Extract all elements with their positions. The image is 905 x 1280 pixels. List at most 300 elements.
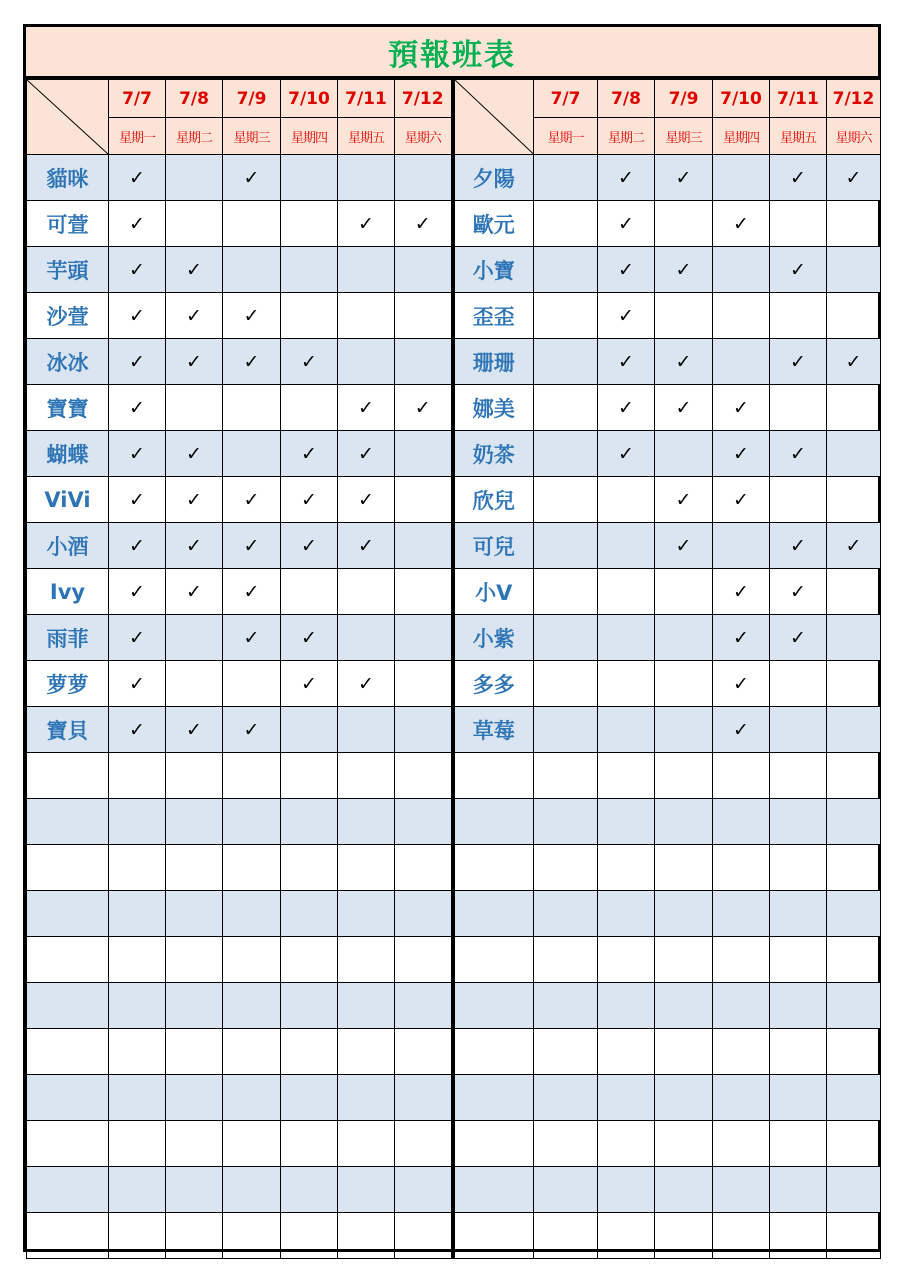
right-check-cell (655, 661, 713, 707)
right-name-cell: 草莓 (453, 707, 534, 753)
right-name-cell (453, 983, 534, 1029)
check-icon: ✓ (733, 580, 749, 603)
right-check-cell (770, 293, 827, 339)
right-check-cell (598, 431, 655, 477)
right-check-cell (770, 845, 827, 891)
check-icon: ✓ (618, 350, 634, 373)
left-check-cell (395, 615, 453, 661)
left-check-cell (109, 201, 166, 247)
right-check-cell (655, 937, 713, 983)
right-name-cell (453, 891, 534, 937)
left-check-cell (281, 247, 338, 293)
left-check-cell (166, 385, 223, 431)
check-icon: ✓ (733, 718, 749, 741)
left-name-cell (27, 1029, 109, 1075)
left-name-cell: 萝萝 (27, 661, 109, 707)
schedule-sheet (23, 24, 881, 1252)
right-check-cell (598, 1121, 655, 1167)
left-check-cell (166, 1167, 223, 1213)
left-corner-cell (27, 80, 109, 155)
left-name-cell (27, 845, 109, 891)
right-weekday-cell: 星期一 (534, 118, 598, 155)
left-check-cell (281, 569, 338, 615)
check-icon: ✓ (243, 718, 260, 741)
left-check-cell (223, 523, 281, 569)
check-icon: ✓ (733, 396, 749, 419)
table-row (27, 431, 881, 477)
right-check-cell (827, 845, 881, 891)
left-check-cell (109, 707, 166, 753)
right-check-cell (770, 937, 827, 983)
right-name-cell: 夕陽 (453, 155, 534, 201)
left-check-cell (223, 247, 281, 293)
left-weekday-cell: 星期三 (223, 118, 281, 155)
left-check-cell (166, 1213, 223, 1259)
left-check-cell (338, 385, 395, 431)
right-check-cell (770, 201, 827, 247)
right-check-cell (713, 201, 770, 247)
left-check-cell (395, 293, 453, 339)
left-check-cell (338, 247, 395, 293)
left-check-cell (281, 661, 338, 707)
right-check-cell (770, 155, 827, 201)
table-row (27, 1121, 881, 1167)
right-name-cell (453, 1213, 534, 1259)
check-icon: ✓ (129, 442, 145, 465)
left-check-cell (281, 339, 338, 385)
left-check-cell (338, 1121, 395, 1167)
table-row (27, 339, 881, 385)
left-check-cell (223, 937, 281, 983)
table-row (27, 569, 881, 615)
left-name-cell: 小酒 (27, 523, 109, 569)
right-check-cell (534, 845, 598, 891)
check-icon: ✓ (618, 396, 634, 419)
left-check-cell (281, 845, 338, 891)
left-check-cell (281, 201, 338, 247)
right-name-cell: 小紫 (453, 615, 534, 661)
left-check-cell (338, 1029, 395, 1075)
right-check-cell (827, 247, 881, 293)
right-check-cell (598, 523, 655, 569)
right-check-cell (770, 1075, 827, 1121)
left-check-cell (109, 477, 166, 523)
right-check-cell (655, 293, 713, 339)
right-check-cell (827, 799, 881, 845)
right-check-cell (534, 1029, 598, 1075)
left-check-cell (166, 983, 223, 1029)
right-check-cell (827, 339, 881, 385)
right-check-cell (655, 983, 713, 1029)
left-check-cell (395, 937, 453, 983)
right-name-cell: 可兒 (453, 523, 534, 569)
right-date-cell: 7/7 (534, 80, 598, 118)
left-check-cell (223, 753, 281, 799)
left-check-cell (223, 799, 281, 845)
left-check-cell (109, 155, 166, 201)
right-check-cell (598, 937, 655, 983)
check-icon: ✓ (675, 534, 692, 557)
left-weekday-cell: 星期五 (338, 118, 395, 155)
check-icon: ✓ (301, 672, 317, 695)
right-name-cell (453, 799, 534, 845)
left-check-cell (109, 431, 166, 477)
check-icon: ✓ (186, 350, 202, 373)
right-check-cell (598, 707, 655, 753)
left-check-cell (223, 293, 281, 339)
left-check-cell (109, 937, 166, 983)
left-check-cell (338, 155, 395, 201)
left-check-cell (223, 339, 281, 385)
right-name-cell (453, 937, 534, 983)
left-check-cell (281, 1121, 338, 1167)
left-check-cell (338, 615, 395, 661)
right-check-cell (655, 615, 713, 661)
date-row (27, 80, 881, 118)
title-bar (26, 27, 878, 79)
schedule-table (26, 79, 881, 1259)
right-check-cell (534, 661, 598, 707)
right-check-cell (713, 155, 770, 201)
right-weekday-cell: 星期六 (827, 118, 881, 155)
left-check-cell (338, 431, 395, 477)
table-row (27, 1213, 881, 1259)
left-check-cell (109, 569, 166, 615)
left-check-cell (395, 1121, 453, 1167)
left-check-cell (281, 615, 338, 661)
right-check-cell (770, 1029, 827, 1075)
left-check-cell (166, 937, 223, 983)
right-check-cell (534, 799, 598, 845)
right-check-cell (713, 339, 770, 385)
right-check-cell (770, 615, 827, 661)
check-icon: ✓ (618, 258, 634, 281)
left-check-cell (223, 155, 281, 201)
right-check-cell (713, 707, 770, 753)
check-icon: ✓ (790, 580, 806, 603)
right-name-cell (453, 1029, 534, 1075)
left-check-cell (395, 753, 453, 799)
right-check-cell (534, 523, 598, 569)
left-name-cell (27, 937, 109, 983)
right-check-cell (598, 845, 655, 891)
left-check-cell (338, 753, 395, 799)
left-name-cell: 貓咪 (27, 155, 109, 201)
check-icon: ✓ (618, 304, 634, 327)
left-check-cell (223, 569, 281, 615)
right-name-cell: 歪歪 (453, 293, 534, 339)
check-icon: ✓ (733, 626, 749, 649)
check-icon: ✓ (358, 488, 374, 511)
right-check-cell (770, 1121, 827, 1167)
check-icon: ✓ (733, 488, 749, 511)
right-check-cell (713, 891, 770, 937)
right-check-cell (534, 385, 598, 431)
check-icon: ✓ (186, 442, 202, 465)
right-check-cell (827, 293, 881, 339)
right-check-cell (713, 1167, 770, 1213)
check-icon: ✓ (414, 396, 431, 419)
table-row (27, 155, 881, 201)
check-icon: ✓ (129, 396, 145, 419)
right-check-cell (827, 615, 881, 661)
right-check-cell (655, 247, 713, 293)
left-name-cell (27, 753, 109, 799)
right-check-cell (655, 431, 713, 477)
left-name-cell: 沙萱 (27, 293, 109, 339)
right-check-cell (534, 155, 598, 201)
left-check-cell (223, 661, 281, 707)
check-icon: ✓ (358, 396, 374, 419)
right-check-cell (713, 1075, 770, 1121)
right-check-cell (534, 569, 598, 615)
right-check-cell (827, 477, 881, 523)
right-check-cell (770, 385, 827, 431)
right-check-cell (534, 1167, 598, 1213)
left-name-cell (27, 983, 109, 1029)
left-name-cell: 蝴蝶 (27, 431, 109, 477)
left-check-cell (109, 247, 166, 293)
check-icon: ✓ (301, 534, 317, 557)
left-check-cell (166, 753, 223, 799)
table-row (27, 523, 881, 569)
right-corner-cell (453, 80, 534, 155)
left-check-cell (223, 1075, 281, 1121)
left-name-cell (27, 891, 109, 937)
right-check-cell (655, 1121, 713, 1167)
right-check-cell (713, 661, 770, 707)
check-icon: ✓ (733, 672, 749, 695)
right-check-cell (598, 753, 655, 799)
check-icon: ✓ (301, 350, 317, 373)
left-check-cell (395, 983, 453, 1029)
left-name-cell: ViVi (27, 477, 109, 523)
right-check-cell (770, 1167, 827, 1213)
left-check-cell (338, 201, 395, 247)
right-weekday-cell: 星期二 (598, 118, 655, 155)
left-date-cell: 7/9 (223, 80, 281, 118)
left-check-cell (281, 385, 338, 431)
right-check-cell (598, 615, 655, 661)
right-check-cell (598, 799, 655, 845)
right-name-cell: 奶茶 (453, 431, 534, 477)
right-weekday-cell: 星期三 (655, 118, 713, 155)
left-name-cell (27, 1167, 109, 1213)
left-check-cell (223, 1029, 281, 1075)
left-check-cell (166, 523, 223, 569)
left-name-cell (27, 1075, 109, 1121)
right-name-cell (453, 1121, 534, 1167)
left-check-cell (395, 339, 453, 385)
left-check-cell (223, 707, 281, 753)
right-check-cell (598, 1213, 655, 1259)
left-date-cell: 7/10 (281, 80, 338, 118)
left-check-cell (109, 385, 166, 431)
right-name-cell (453, 1075, 534, 1121)
left-check-cell (338, 983, 395, 1029)
left-check-cell (223, 431, 281, 477)
right-weekday-cell: 星期四 (713, 118, 770, 155)
right-check-cell (598, 293, 655, 339)
left-check-cell (109, 339, 166, 385)
check-icon: ✓ (790, 166, 806, 189)
left-check-cell (281, 155, 338, 201)
left-check-cell (109, 1075, 166, 1121)
left-check-cell (338, 845, 395, 891)
right-check-cell (827, 661, 881, 707)
right-name-cell (453, 845, 534, 891)
left-check-cell (281, 293, 338, 339)
right-check-cell (534, 1075, 598, 1121)
right-check-cell (534, 1121, 598, 1167)
right-check-cell (534, 615, 598, 661)
right-check-cell (598, 983, 655, 1029)
table-row (27, 247, 881, 293)
right-name-cell: 歐元 (453, 201, 534, 247)
left-name-cell: 可萱 (27, 201, 109, 247)
left-check-cell (338, 1075, 395, 1121)
check-icon: ✓ (618, 166, 634, 189)
right-check-cell (655, 1075, 713, 1121)
right-date-cell: 7/11 (770, 80, 827, 118)
left-check-cell (395, 477, 453, 523)
right-check-cell (598, 477, 655, 523)
left-name-cell: 雨菲 (27, 615, 109, 661)
right-check-cell (598, 201, 655, 247)
left-check-cell (166, 247, 223, 293)
check-icon: ✓ (414, 212, 431, 235)
check-icon: ✓ (675, 488, 692, 511)
left-check-cell (166, 477, 223, 523)
right-check-cell (534, 201, 598, 247)
left-check-cell (395, 385, 453, 431)
check-icon: ✓ (358, 442, 374, 465)
right-check-cell (713, 523, 770, 569)
left-check-cell (166, 707, 223, 753)
right-check-cell (827, 523, 881, 569)
table-row (27, 1167, 881, 1213)
right-date-cell: 7/9 (655, 80, 713, 118)
left-weekday-cell: 星期四 (281, 118, 338, 155)
right-check-cell (655, 385, 713, 431)
table-row (27, 707, 881, 753)
right-date-cell: 7/8 (598, 80, 655, 118)
right-check-cell (713, 477, 770, 523)
right-check-cell (655, 1167, 713, 1213)
left-check-cell (223, 201, 281, 247)
left-check-cell (109, 799, 166, 845)
left-check-cell (223, 385, 281, 431)
left-check-cell (395, 569, 453, 615)
left-check-cell (395, 707, 453, 753)
right-check-cell (827, 1167, 881, 1213)
left-name-cell (27, 799, 109, 845)
table-row (27, 201, 881, 247)
right-check-cell (827, 1075, 881, 1121)
right-check-cell (655, 707, 713, 753)
table-row (27, 385, 881, 431)
right-check-cell (770, 1213, 827, 1259)
check-icon: ✓ (301, 626, 317, 649)
right-check-cell (770, 569, 827, 615)
left-check-cell (109, 1121, 166, 1167)
check-icon: ✓ (243, 350, 260, 373)
left-check-cell (338, 523, 395, 569)
right-check-cell (598, 339, 655, 385)
right-name-cell (453, 753, 534, 799)
check-icon: ✓ (186, 488, 202, 511)
check-icon: ✓ (845, 534, 862, 557)
right-check-cell (713, 799, 770, 845)
check-icon: ✓ (129, 534, 145, 557)
check-icon: ✓ (790, 442, 806, 465)
right-check-cell (770, 477, 827, 523)
left-check-cell (338, 707, 395, 753)
right-check-cell (534, 247, 598, 293)
left-weekday-cell: 星期一 (109, 118, 166, 155)
left-name-cell (27, 1213, 109, 1259)
right-check-cell (713, 1213, 770, 1259)
left-check-cell (281, 523, 338, 569)
table-row (27, 477, 881, 523)
right-check-cell (655, 799, 713, 845)
check-icon: ✓ (790, 350, 806, 373)
right-check-cell (655, 339, 713, 385)
right-check-cell (598, 247, 655, 293)
left-check-cell (338, 293, 395, 339)
right-check-cell (655, 845, 713, 891)
left-check-cell (109, 891, 166, 937)
check-icon: ✓ (129, 672, 145, 695)
right-check-cell (534, 707, 598, 753)
right-check-cell (534, 1213, 598, 1259)
left-check-cell (338, 937, 395, 983)
check-icon: ✓ (358, 212, 374, 235)
right-check-cell (770, 523, 827, 569)
right-date-cell: 7/10 (713, 80, 770, 118)
right-check-cell (655, 523, 713, 569)
right-check-cell (827, 983, 881, 1029)
table-row (27, 845, 881, 891)
left-check-cell (166, 339, 223, 385)
check-icon: ✓ (675, 258, 692, 281)
check-icon: ✓ (845, 166, 862, 189)
left-check-cell (166, 1121, 223, 1167)
check-icon: ✓ (243, 534, 260, 557)
left-check-cell (109, 753, 166, 799)
table-row (27, 1075, 881, 1121)
right-check-cell (713, 983, 770, 1029)
table-row (27, 983, 881, 1029)
left-check-cell (338, 1167, 395, 1213)
right-name-cell: 小V (453, 569, 534, 615)
left-date-cell: 7/11 (338, 80, 395, 118)
right-check-cell (827, 431, 881, 477)
left-name-cell: Ivy (27, 569, 109, 615)
right-name-cell: 娜美 (453, 385, 534, 431)
right-check-cell (713, 845, 770, 891)
left-check-cell (395, 1167, 453, 1213)
check-icon: ✓ (243, 626, 260, 649)
right-check-cell (827, 1029, 881, 1075)
right-check-cell (827, 1213, 881, 1259)
right-check-cell (598, 569, 655, 615)
left-check-cell (395, 523, 453, 569)
right-check-cell (713, 615, 770, 661)
left-check-cell (166, 1029, 223, 1075)
table-row (27, 753, 881, 799)
check-icon: ✓ (186, 580, 202, 603)
